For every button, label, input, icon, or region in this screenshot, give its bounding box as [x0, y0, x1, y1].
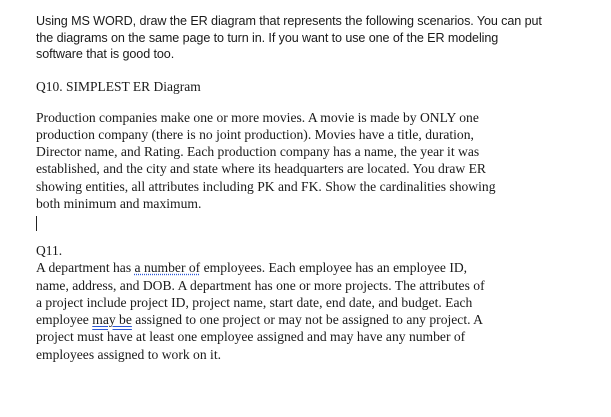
q10-line: both minimum and maximum.: [36, 195, 202, 211]
instructions-line: software that is good too.: [36, 47, 175, 61]
grammar-flag[interactable]: may be: [92, 312, 132, 328]
document-page: [36, 13, 576, 363]
q11-line: employees assigned to work on it.: [36, 346, 221, 362]
q11-line-start: employee: [36, 312, 93, 328]
q10-line: established, and the city and state where its headquarters are located. You draw ER: [36, 161, 486, 177]
q11-line: project must have at least one employee assigned and may have any number of: [36, 329, 466, 345]
q11-line: name, address, and DOB. A department has one or more projects. The attributes of: [36, 277, 485, 293]
q10-paragraph: [36, 109, 576, 213]
instructions-line: Using MS WORD, draw the ER diagram that represents the following scenarios. You can put: [36, 14, 542, 28]
q11-paragraph: [36, 259, 576, 363]
q10-line: Director name, and Rating. Each production company has a name, the year it was: [36, 144, 480, 160]
q10-heading: Q10. SIMPLEST ER Diagram: [36, 78, 201, 94]
grammar-flag[interactable]: a number of: [134, 260, 201, 276]
q10-line: showing entities, all attributes including PK and FK. Show the cardinalities showing: [36, 178, 496, 194]
instructions-paragraph: [36, 13, 576, 63]
q10-line: Production companies make one or more movies. A movie is made by ONLY one: [36, 109, 479, 125]
text-cursor[interactable]: [36, 216, 37, 231]
q10-line: production company (there is no joint production). Movies have a title, duration,: [36, 126, 474, 142]
q11-heading: Q11.: [36, 243, 63, 259]
q11-line: a project include project ID, project name, start date, end date, and budget. Each: [36, 294, 473, 310]
instructions-line: the diagrams on the same page to turn in. If you want to use one of the ER modeling: [36, 30, 499, 45]
q11-line-end: assigned to one project or may not be assigned to any project. A: [131, 312, 483, 328]
q11-line-end: employees. Each employee has an employee ID,: [200, 260, 468, 276]
q11-line-start: A department has: [36, 260, 135, 276]
